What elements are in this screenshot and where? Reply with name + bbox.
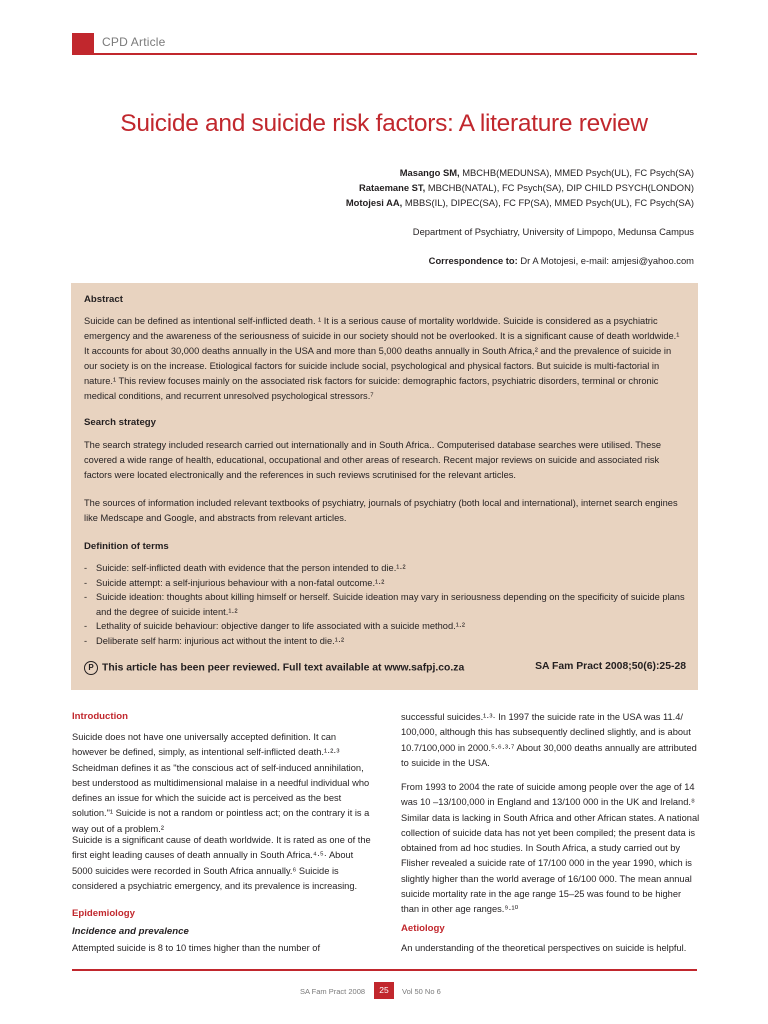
abstract-heading: Abstract bbox=[84, 294, 123, 305]
correspondence bbox=[429, 255, 694, 266]
author-line bbox=[346, 197, 694, 208]
search-strategy-heading: Search strategy bbox=[84, 417, 156, 428]
term-item: - Lethality of suicide behaviour: objective danger to life associated with a suicide method.¹·² bbox=[84, 619, 686, 634]
abstract-text: Suicide can be defined as intentional self-inflicted death. ¹ It is a serious cause of mortality worldwide. Suicide is considered as a psychiatric emergency and the awareness of the seriousness of suicide in our society should not be overlooked. It is a significant cause of death worldwide.¹ It accounts for about 30,000 deaths annually in the USA and more than 5,000 deaths annually in South Africa,² and the prevalence of suicide in our society is on the increase. Etiological factors for suicide include social, psychological and physical factors. But suicide is multi-factorial in nature.¹ This review focuses mainly on the associated risk factors for suicide: demographic factors, psychiatric disorders, terminal or chronic medical conditions, and recurrent unresolved psychological stressors.⁷ bbox=[84, 316, 680, 401]
author-credentials: MBCHB(MEDUNSA), MMED Psych(UL), FC Psych(SA) bbox=[459, 167, 694, 178]
author-name: Motojesi AA, bbox=[345, 197, 403, 208]
peer-review-row bbox=[84, 661, 686, 677]
incidence-subheading: Incidence and prevalence bbox=[72, 926, 189, 937]
introduction-paragraph: Suicide is a significant cause of death worldwide. It is rated as one of the first eight leading causes of death annually in South Africa.⁴·⁵· About 5000 suicides were recorded in South Africa annually.⁶ Suicide is considered a psychiatric emergency, and its prevalence is increasing. bbox=[72, 835, 371, 891]
author-credentials: MBCHB(NATAL), FC Psych(SA), DIP CHILD PSYCH(LONDON) bbox=[425, 182, 694, 193]
footer-volume: Vol 50 No 6 bbox=[402, 987, 441, 996]
correspondence-value: Dr A Motojesi, e-mail: amjesi@yahoo.com bbox=[517, 255, 694, 266]
footer-journal: SA Fam Pract 2008 bbox=[300, 987, 366, 996]
definition-of-terms-heading: Definition of terms bbox=[84, 541, 169, 552]
affiliation: Department of Psychiatry, University of Limpopo, Medunsa Campus bbox=[412, 226, 694, 237]
page-number: 25 bbox=[374, 982, 394, 999]
author-name: Masango SM, bbox=[399, 167, 460, 178]
author-credentials: MBBS(IL), DIPEC(SA), FC FP(SA), MMED Psych(UL), FC Psych(SA) bbox=[402, 197, 694, 208]
footer-rule bbox=[72, 969, 697, 971]
epidemiology-paragraph: successful suicides.¹·³· In 1997 the suicide rate in the USA was 11.4/ 100,000, although this has subsequently declined slightly, and is about 10.7/100,000 in 2000.⁵·⁶·³·⁷ About 30,000 deaths annually are attributed to suicide in the USA. bbox=[401, 712, 697, 768]
author-line bbox=[359, 182, 694, 193]
section-label: CPD Article bbox=[102, 35, 166, 49]
article-title: Suicide and suicide risk factors: A literature review bbox=[120, 110, 648, 137]
author-line bbox=[400, 167, 694, 178]
aetiology-heading: Aetiology bbox=[401, 923, 445, 934]
epidemiology-heading: Epidemiology bbox=[72, 908, 135, 919]
author-name: Rataemane ST, bbox=[359, 182, 426, 193]
term-item: - Suicide: self-inflicted death with evidence that the person intended to die.¹·² bbox=[84, 561, 686, 576]
term-item: - Deliberate self harm: injurious act without the intent to die.¹·² bbox=[84, 634, 686, 649]
correspondence-label: Correspondence to: bbox=[428, 255, 518, 266]
peer-review-text: This article has been peer reviewed. Full text available at www.safpj.co.za bbox=[102, 662, 465, 674]
introduction-heading: Introduction bbox=[72, 711, 128, 722]
header-square bbox=[72, 33, 94, 55]
introduction-paragraph: Suicide does not have one universally accepted definition. It can however be defined, simply, as intentional self-inflicted death.¹·²·³ Scheidman defines it as "the conscious act of self-induced annihilation, best understood as multidimensional malaise in a needful individual who defines an issue for which the suicide act is perceived as the best solution."¹ Suicide is not a random or pointless act; on the contrary it is a way out of a problem.² bbox=[72, 732, 370, 834]
journal-citation: SA Fam Pract 2008;50(6):25-28 bbox=[535, 661, 686, 672]
epidemiology-paragraph: From 1993 to 2004 the rate of suicide among people over the age of 14 was 10 –13/100,000 in England and 13/100 000 in the UK and Ireland.⁸ Similar data is lacking in South Africa and other African states. A national collection of suicide data has not yet been compiled; the present data is obtained from ad hoc studies. In South Africa, a study carried out by Flisher revealed a suicide rate of 17/100 000 in the year 1990, which is slightly higher than the world average of 16/100 000. The mean annual suicide mortality rate in the age range 15–25 was found to be higher than in other age ranges.⁹·¹⁰ bbox=[401, 782, 700, 915]
term-item: - Suicide attempt: a self-injurious behaviour with a non-fatal outcome.¹·² bbox=[84, 576, 686, 591]
peer-review-icon: P bbox=[84, 661, 98, 675]
header-rule bbox=[94, 53, 697, 55]
aetiology-paragraph: An understanding of the theoretical perspectives on suicide is helpful. bbox=[401, 943, 687, 953]
search-sources-text: The sources of information included relevant textbooks of psychiatry, journals of psychiatry (both local and international), internet search engines like Medscape and Google, and abstracts from relevant articles. bbox=[84, 498, 678, 523]
definition-of-terms-list bbox=[84, 561, 686, 649]
epidemiology-paragraph: Attempted suicide is 8 to 10 times higher than the number of bbox=[72, 943, 321, 953]
term-item: - Suicide ideation: thoughts about killing himself or herself. Suicide ideation may vary in seriousness depending on the specificity of suicide plans and the degree of suicide intent.¹·² bbox=[84, 590, 686, 619]
search-strategy-text: The search strategy included research carried out internationally and in South Africa.. Computerised database searches were utilised. These covered a wide range of health, educational, occupational and other areas of research. Recent major reviews on suicide and associated risk factors were located electronically and the references in such reviews scrutinised for the relevant articles. bbox=[84, 440, 662, 480]
